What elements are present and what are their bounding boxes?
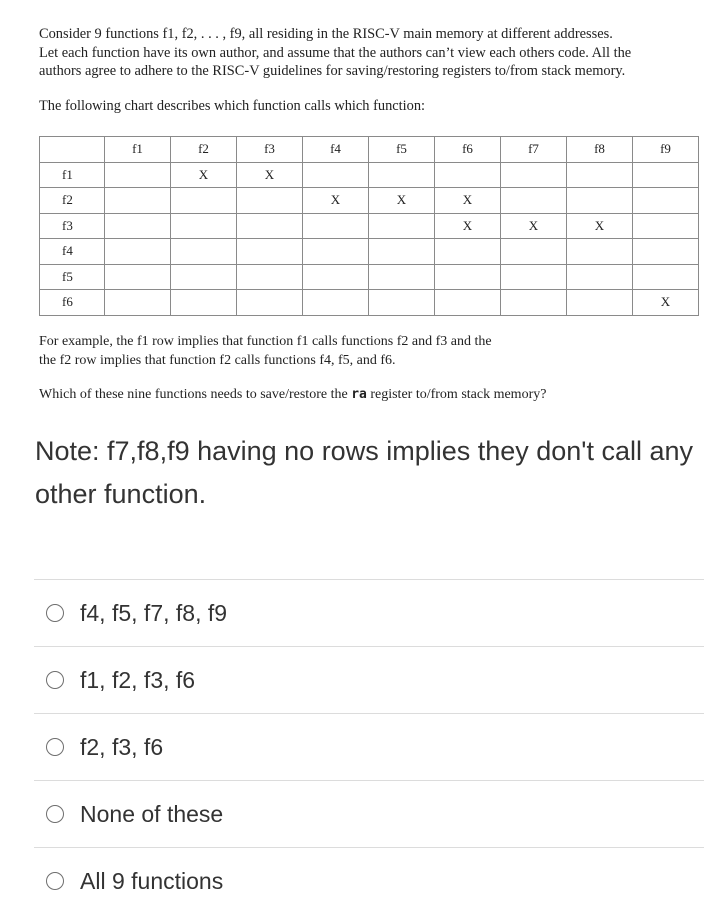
row-label: f3: [40, 213, 105, 239]
radio-button-icon[interactable]: [46, 671, 64, 689]
question-text: [39, 387, 546, 403]
row-label: f5: [40, 264, 105, 290]
table-cell: [501, 290, 567, 316]
chart-caption: The following chart describes which function calls which function:: [39, 98, 426, 114]
table-cell: X: [501, 213, 567, 239]
table-cell: [237, 264, 303, 290]
row-label: f6: [40, 290, 105, 316]
table-cell: X: [369, 188, 435, 214]
note-text: Note: f7,f8,f9 having no rows implies they don't call any other function.: [35, 436, 694, 509]
table-cell: [303, 264, 369, 290]
column-header: f7: [501, 137, 567, 163]
example-line-1: For example, the f1 row implies that function f1 calls functions f2 and f3 and the: [39, 334, 492, 349]
table-cell: [105, 290, 171, 316]
table-row: [40, 239, 699, 265]
column-header: f9: [633, 137, 699, 163]
table-row: [40, 188, 699, 214]
table-body: [40, 162, 699, 315]
radio-button-icon[interactable]: [46, 805, 64, 823]
table-cell: [435, 264, 501, 290]
row-label: f4: [40, 239, 105, 265]
example-line-2: the f2 row implies that function f2 calls functions f4, f5, and f6.: [39, 352, 396, 368]
table-cell: [105, 188, 171, 214]
table-cell: [303, 290, 369, 316]
table-cell: [567, 290, 633, 316]
table-cell: [633, 162, 699, 188]
radio-button-icon[interactable]: [46, 604, 64, 622]
answer-option[interactable]: [34, 780, 704, 847]
table-cell: [105, 239, 171, 265]
table-cell: [105, 264, 171, 290]
intro-line-1: Consider 9 functions f1, f2, . . . , f9, all residing in the RISC-V main memory at different addresses.: [39, 26, 613, 42]
table-cell: X: [567, 213, 633, 239]
table-cell: [567, 264, 633, 290]
table-cell: [171, 290, 237, 316]
radio-button-icon[interactable]: [46, 738, 64, 756]
table-cell: [171, 213, 237, 239]
question-after: register to/from stack memory?: [366, 387, 547, 402]
table-cell: X: [237, 162, 303, 188]
table-cell: [501, 264, 567, 290]
intro-line-3: authors agree to adhere to the RISC-V guidelines for saving/restoring registers to/from stack memory.: [39, 63, 626, 79]
column-header: f2: [171, 137, 237, 163]
question-before: Which of these nine functions needs to save/restore the: [39, 387, 352, 402]
table-cell: [237, 239, 303, 265]
table-cell: X: [633, 290, 699, 316]
table-cell: [171, 188, 237, 214]
table-cell: [369, 213, 435, 239]
table-header-row: [40, 137, 699, 163]
answer-label[interactable]: All 9 functions: [80, 867, 224, 894]
table-cell: [303, 213, 369, 239]
table-row: [40, 213, 699, 239]
table-cell: [237, 290, 303, 316]
answer-label[interactable]: None of these: [80, 800, 224, 827]
table-cell: [105, 162, 171, 188]
table-cell: [171, 264, 237, 290]
table-row: [40, 162, 699, 188]
table-row: [40, 264, 699, 290]
table-cell: X: [435, 188, 501, 214]
example-text: [39, 333, 599, 370]
answer-option[interactable]: [34, 713, 704, 780]
table-cell: [633, 188, 699, 214]
call-chart-table: [39, 136, 699, 316]
radio-button-icon[interactable]: [46, 872, 64, 890]
answer-label[interactable]: f2, f3, f6: [80, 733, 164, 760]
table-cell: [369, 264, 435, 290]
question-intro: [39, 25, 704, 81]
table-cell: [303, 162, 369, 188]
answer-label[interactable]: f1, f2, f3, f6: [80, 666, 196, 693]
table-cell: [435, 290, 501, 316]
table-cell: [501, 188, 567, 214]
table-cell: [435, 239, 501, 265]
table-cell: [369, 290, 435, 316]
answer-option[interactable]: [34, 646, 704, 713]
table-cell: [501, 162, 567, 188]
table-cell: X: [303, 188, 369, 214]
answer-option[interactable]: [34, 847, 704, 914]
table-cell: [633, 264, 699, 290]
table-cell: X: [435, 213, 501, 239]
table-cell: [369, 239, 435, 265]
table-cell: [237, 213, 303, 239]
table-cell: [105, 213, 171, 239]
table-cell: X: [171, 162, 237, 188]
table-cell: [435, 162, 501, 188]
column-header: f8: [567, 137, 633, 163]
column-header: f6: [435, 137, 501, 163]
table-corner-cell: [40, 137, 105, 163]
table-cell: [501, 239, 567, 265]
table-cell: [633, 239, 699, 265]
answer-label[interactable]: f4, f5, f7, f8, f9: [80, 599, 228, 626]
column-header: f1: [105, 137, 171, 163]
answer-options: [34, 579, 704, 914]
table-cell: [303, 239, 369, 265]
column-header: f4: [303, 137, 369, 163]
table-row: [40, 290, 699, 316]
table-cell: [633, 213, 699, 239]
table-cell: [237, 188, 303, 214]
table-cell: [369, 162, 435, 188]
row-label: f2: [40, 188, 105, 214]
intro-line-2: Let each function have its own author, and assume that the authors can’t view each others code. All the: [39, 44, 632, 61]
register-name: ra: [351, 387, 367, 402]
table-cell: [567, 239, 633, 265]
row-label: f1: [40, 162, 105, 188]
table-cell: [567, 188, 633, 214]
answer-option[interactable]: [34, 579, 704, 646]
table-cell: [171, 239, 237, 265]
column-header: f3: [237, 137, 303, 163]
column-header: f5: [369, 137, 435, 163]
table-cell: [567, 162, 633, 188]
